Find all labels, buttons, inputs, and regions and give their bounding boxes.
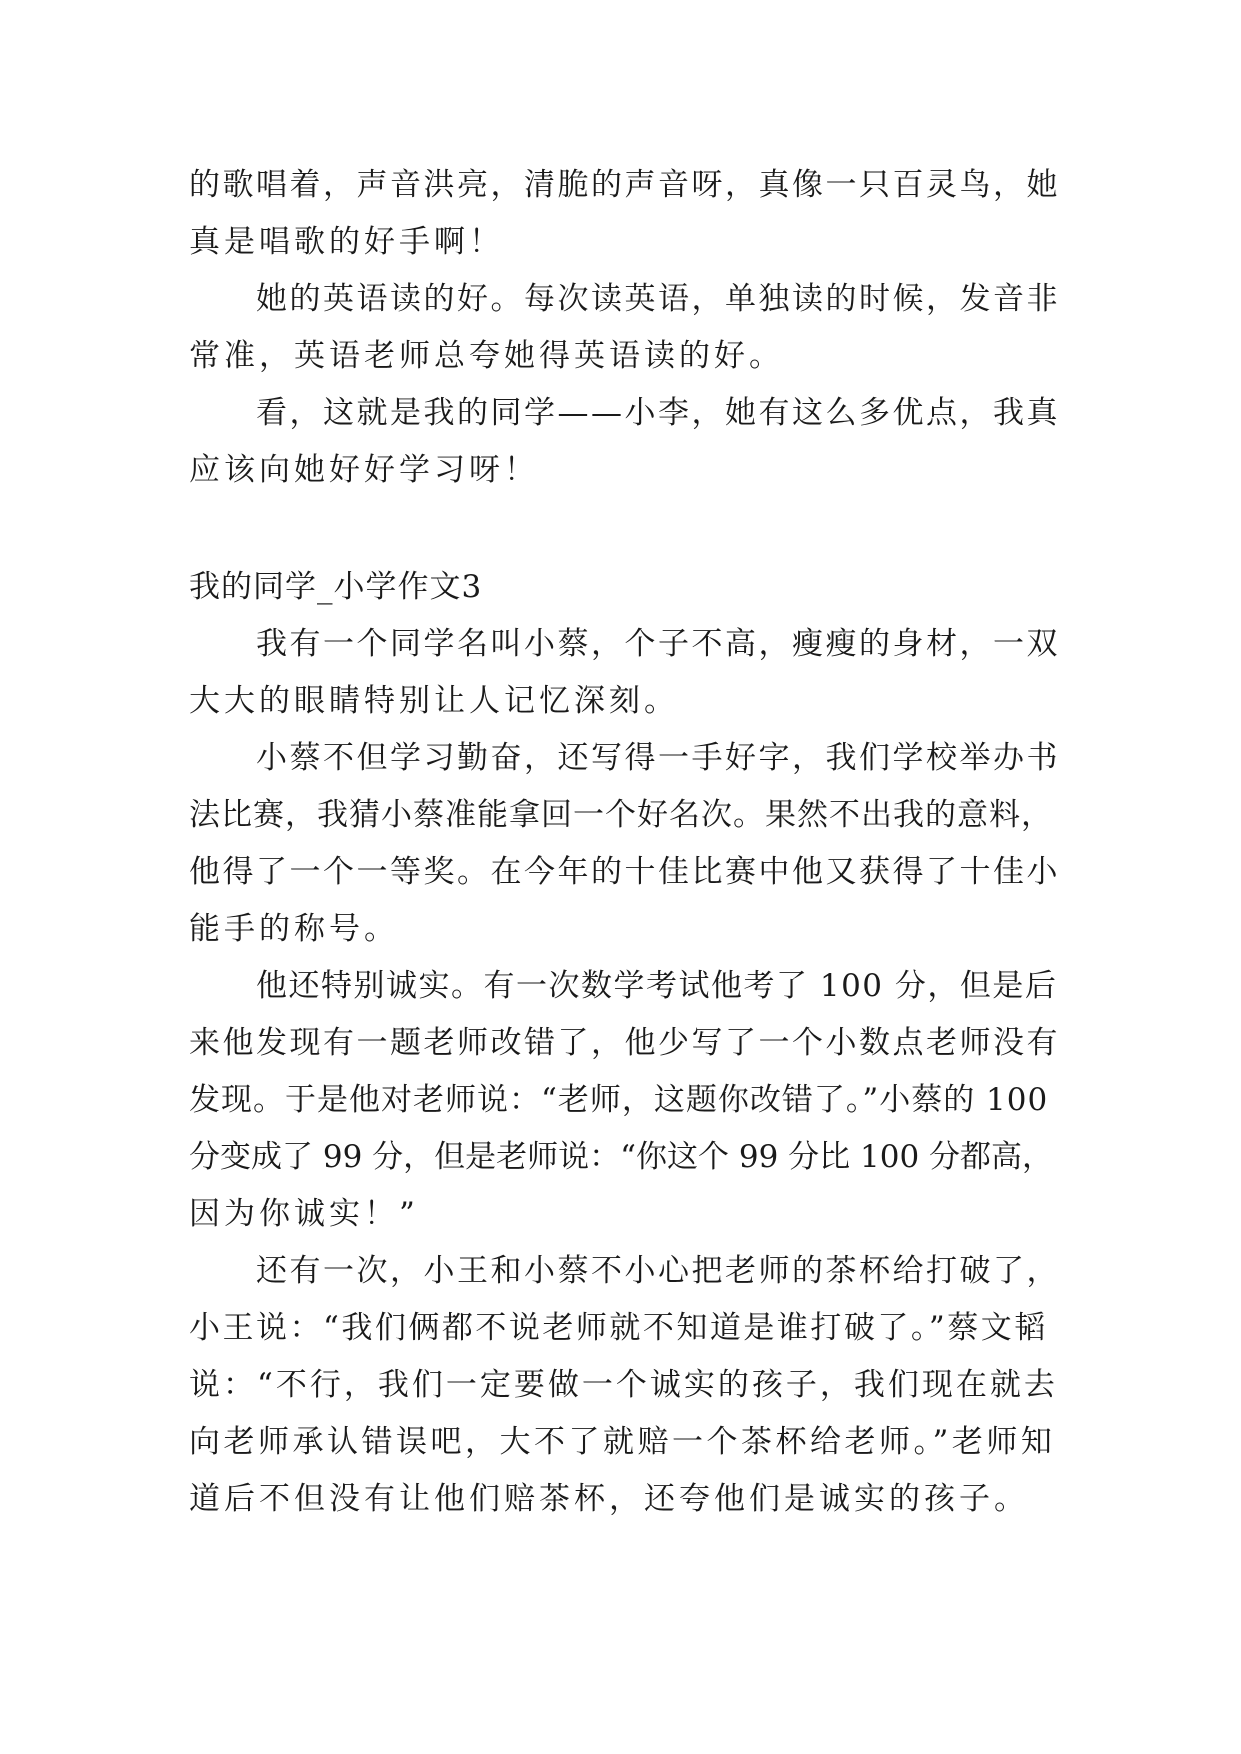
text-line: 的歌唱着，声音洪亮，清脆的声音呀，真像一只百灵鸟，她 <box>189 167 1060 203</box>
text-line: 法比赛，我猜小蔡准能拿回一个好名次。果然不出我的意料， <box>189 797 1053 833</box>
text-line: 发现。于是他对老师说：“老师，这题你改错了。”小蔡的 100 <box>189 1082 1049 1118</box>
text-line: 大大的眼睛特别让人记忆深刻。 <box>189 683 679 719</box>
text-line: 因为你诚实！” <box>189 1196 419 1232</box>
text-line: 应该向她好好学习呀！ <box>189 452 539 488</box>
text-line: 向老师承认错误吧，大不了就赔一个茶杯给老师。”老师知 <box>189 1424 1056 1460</box>
text-line: 说：“不行，我们一定要做一个诚实的孩子，我们现在就去 <box>189 1367 1058 1403</box>
text-line: 小蔡不但学习勤奋，还写得一手好字，我们学校举办书 <box>256 740 1060 776</box>
text-line: 真是唱歌的好手啊！ <box>189 224 504 260</box>
text-line: 她的英语读的好。每次读英语，单独读的时候，发音非 <box>256 281 1060 317</box>
text-line: 分变成了 99 分，但是老师说：“你这个 99 分比 100 分都高， <box>189 1139 1054 1175</box>
text-line: 小王说：“我们俩都不说老师就不知道是谁打破了。”蔡文韬 <box>189 1310 1048 1346</box>
section-title: 我的同学_小学作文3 <box>189 569 483 605</box>
text-line: 道后不但没有让他们赔茶杯，还夸他们是诚实的孩子。 <box>189 1481 1029 1517</box>
text-line: 来他发现有一题老师改错了，他少写了一个小数点老师没有 <box>189 1025 1060 1061</box>
text-line: 他还特别诚实。有一次数学考试他考了 100 分，但是后 <box>256 968 1058 1004</box>
text-line: 常准，英语老师总夸她得英语读的好。 <box>189 338 784 374</box>
text-line: 能手的称号。 <box>189 911 399 947</box>
text-line: 看，这就是我的同学——小李，她有这么多优点，我真 <box>256 395 1060 431</box>
text-line: 他得了一个一等奖。在今年的十佳比赛中他又获得了十佳小 <box>189 854 1060 890</box>
text-line: 还有一次，小王和小蔡不小心把老师的茶杯给打破了， <box>256 1253 1060 1289</box>
text-line: 我有一个同学名叫小蔡，个子不高，瘦瘦的身材，一双 <box>256 626 1060 662</box>
